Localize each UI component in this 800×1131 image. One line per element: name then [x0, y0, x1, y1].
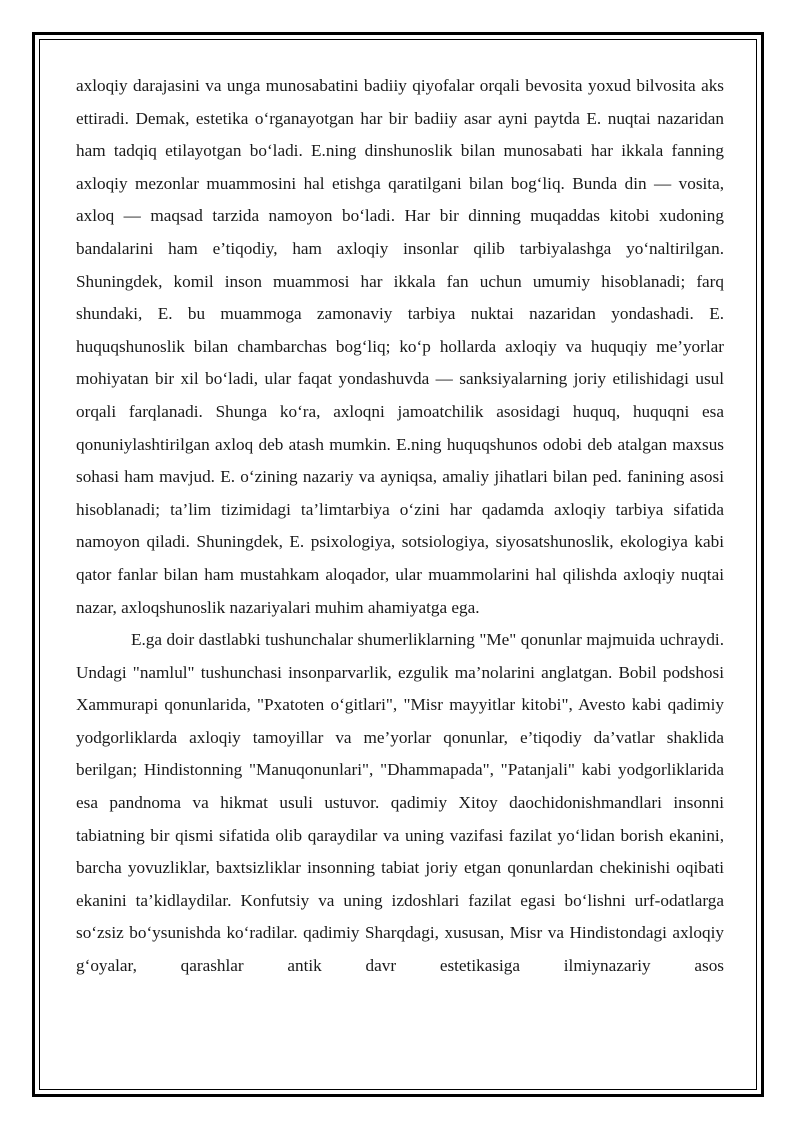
- paragraph-2: E.ga doir dastlabki tushunchalar shumerliklarning "Me" qonunlar majmuida uchraydi. Undagi "namlul" tushunchasi insonparvarlik, ezgulik ma’nolarini anglatgan. Bobil podshosi Xammurapi qonunlarida, "Pxatoten o‘gitlari", "Misr mayyitlar kitobi", Avesto kabi qadimiy yodgorliklarda axloqiy tamoyillar va me’yorlar qonunlar, e’tiqodiy da’vatlar shaklida berilgan; Hindistonning "Manuqonunlari", "Dhammapada", "Patanjali" kabi yodgorliklarida esa pandnoma va hikmat usuli ustuvor. qadimiy Xitoy daochidonishmandlari insonni tabiatning bir qismi sifatida olib qaraydilar va uning vazifasi fazilat yo‘lidan borish ekanini, barcha yovuzliklar, baxtsizliklar insonning tabiat joriy etgan qonunlardan chekinishi oqibati ekanini ta’kidlaydilar. Konfutsiy va uning izdoshlari fazilat egasi bo‘lishni urf-odatlarga so‘zsiz bo‘ysunishda ko‘radilar. qadimiy Sharqdagi, xususan, Misr va Hindistondagi axloqiy g‘oyalar, qarashlar antik davr estetikasiga ilmiynazariy asos: [76, 630, 724, 976]
- paragraph-1: axloqiy darajasini va unga munosabatini badiiy qiyofalar orqali bevosita yoxud bilvosita aks ettiradi. Demak, estetika o‘rganayotgan har bir badiiy asar ayni paytda E. nuqtai nazaridan ham tadqiq etilayotgan bo‘ladi. E.ning dinshunoslik bilan munosabati har ikkala fanning axloqiy mezonlar muammosini hal etishga qaratilgani bilan bog‘liq. Bunda din — vosita, axloq — maqsad tarzida namoyon bo‘ladi. Har bir dinning muqaddas kitobi xudoning bandalarini ham e’tiqodiy, ham axloqiy insonlar qilib tarbiyalashga yo‘naltirilgan. Shuningdek, komil inson muammosi har ikkala fan uchun umumiy hisoblanadi; farq shundaki, E. bu muammoga zamonaviy tarbiya nuktai nazaridan yondashadi. E. huquqshunoslik bilan chambarchas bog‘liq; ko‘p hollarda axloqiy va huquqiy me’yorlar mohiyatan bir xil bo‘ladi, ular faqat yondashuvda — sanksiyalarning joriy etilishidagi usul orqali farqlanadi. Shunga ko‘ra, axloqni jamoatchilik asosidagi huquq, huquqni esa qonuniylashtirilgan axloq deb atash mumkin. E.ning huquqshunos odobi deb atalgan maxsus sohasi ham mavjud. E. o‘zining nazariy va ayniqsa, amaliy jihatlari bilan ped. fanining asosi hisoblanadi; ta’lim tizimidagi ta’limtarbiya o‘zini har qadamda axloqiy tarbiya sifatida namoyon qiladi. Shuningdek, E. psixologiya, sotsiologiya, siyosatshunoslik, ekologiya kabi qator fanlar bilan ham mustahkam aloqador, ular muammolarini hal qilishda axloqiy nuqtai nazar, axloqshunoslik nazariyalari muhim ahamiyatga ega.: [76, 76, 724, 617]
- document-body: [76, 70, 724, 983]
